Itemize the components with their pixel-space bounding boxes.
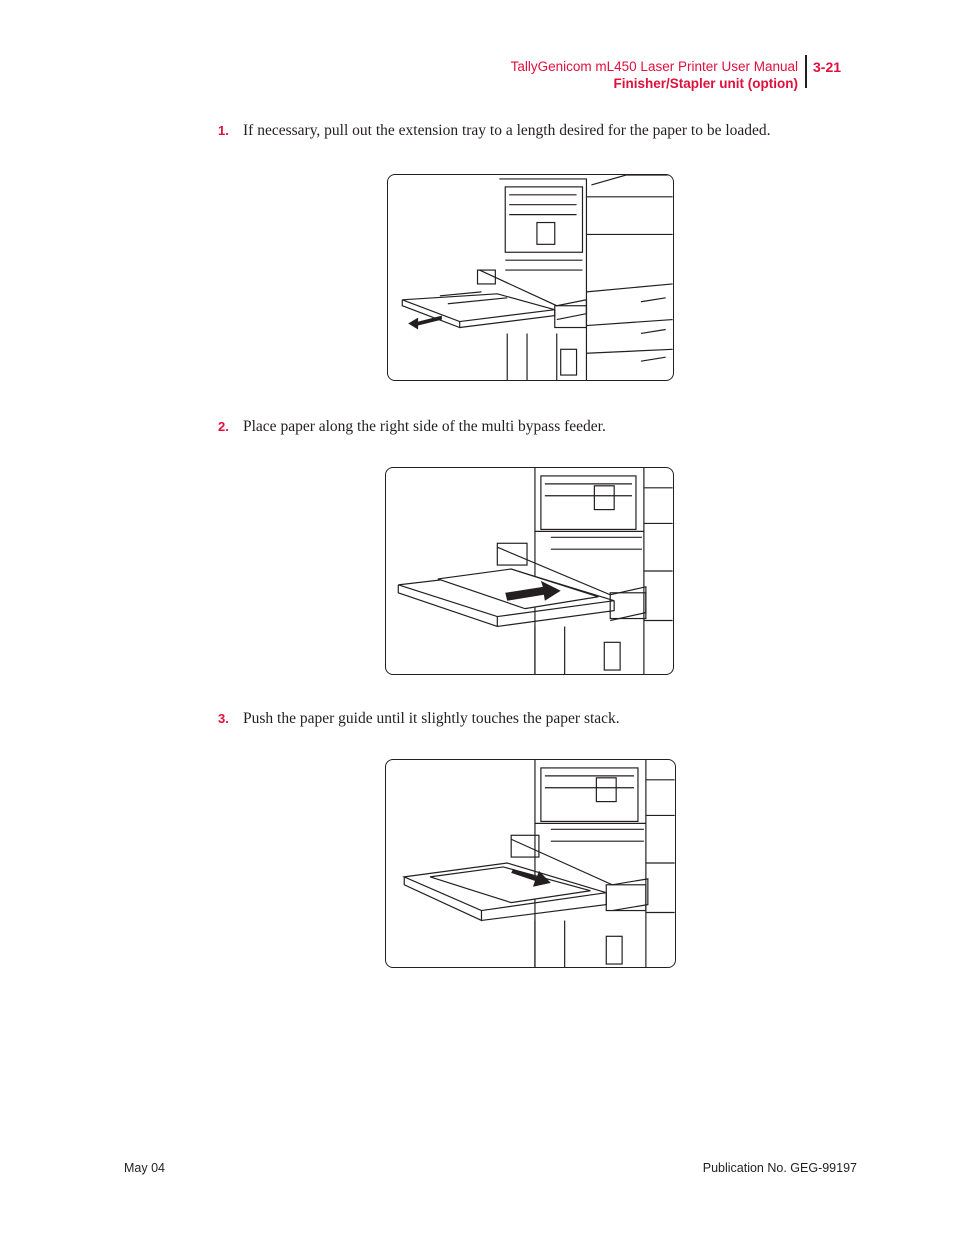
figure-paper-guide	[385, 759, 676, 968]
figure-extension-tray	[387, 174, 674, 381]
step-3	[218, 710, 620, 728]
printer-illustration-2	[386, 468, 673, 674]
printer-illustration-1	[388, 175, 673, 380]
step-3-number: 3.	[218, 711, 229, 726]
printer-illustration-3	[386, 760, 675, 967]
step-3-text: Push the paper guide until it slightly touches the paper stack.	[243, 710, 620, 727]
step-2	[218, 418, 606, 436]
step-1-number: 1.	[218, 123, 229, 138]
page-number: 3-21	[813, 59, 842, 75]
footer-date: May 04	[124, 1161, 165, 1175]
figure-place-paper	[385, 467, 674, 675]
step-2-text: Place paper along the right side of the multi bypass feeder.	[243, 418, 606, 435]
header-divider	[805, 55, 807, 88]
footer-publication: Publication No. GEG-99197	[702, 1161, 857, 1175]
section-title: Finisher/Stapler unit (option)	[613, 76, 798, 91]
step-1-text: If necessary, pull out the extension tray to a length desired for the paper to be loaded.	[243, 122, 771, 139]
step-1	[218, 122, 771, 140]
step-2-number: 2.	[218, 419, 229, 434]
page-header	[0, 55, 954, 95]
manual-title: TallyGenicom mL450 Laser Printer User Manual	[510, 59, 798, 74]
